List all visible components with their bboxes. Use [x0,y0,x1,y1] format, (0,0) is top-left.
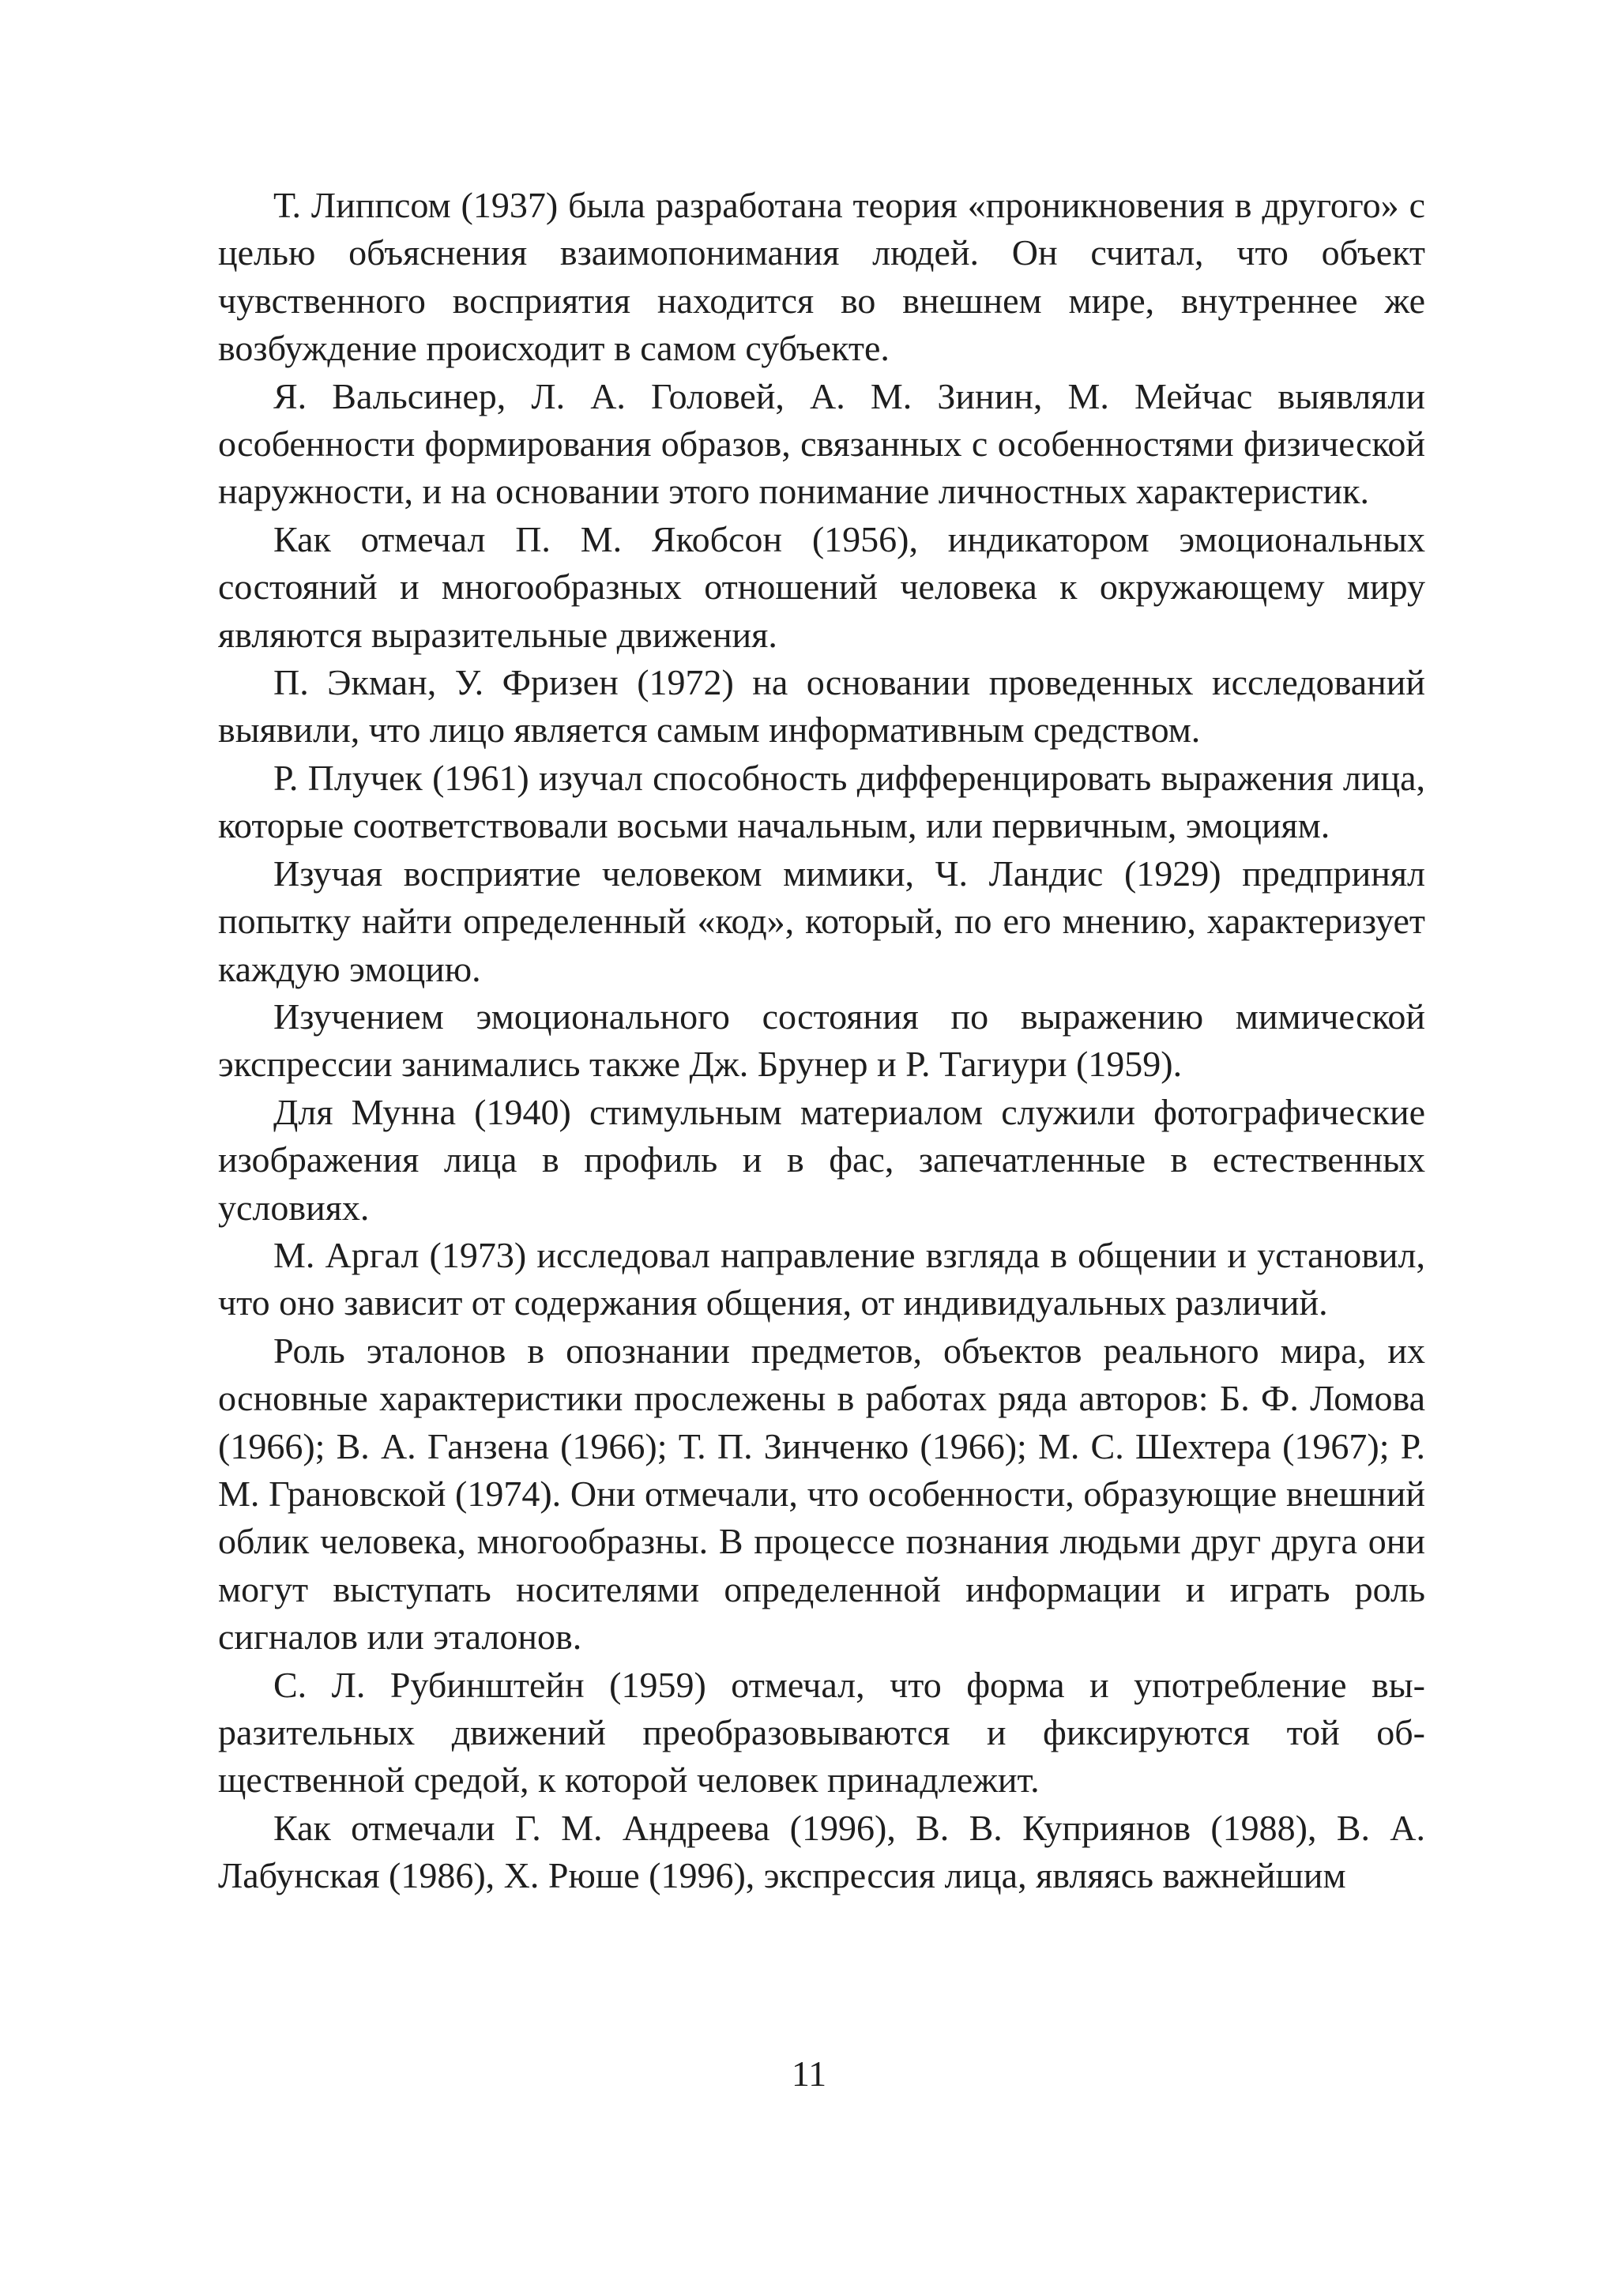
paragraph-lipps: Т. Липпсом (1937) была разработана теория «проникновения в другого» с целью объяснения взаимопонимания людей. Он считал, что объект чувственного восприятия находится во внешнем мире, внутреннее же возбуждение происходит в самом субъекте. [218,185,1425,369]
paragraph-rubinstein: С. Л. Рубинштейн (1959) отмечал, что форма и употребление выразительных движений преобразовываются и фиксируются той общественной средой, к которой человек принадлежит. [218,1664,1425,1801]
paragraph-valsiner: Я. Вальсинер, Л. А. Головей, А. М. Зинин, М. Мейчас выявляли особенности формирования образов, связанных с особенностями физической наружности, и на основании этого понимание личностных характеристик. [218,375,1425,512]
paragraph-yakobson: Как отмечал П. М. Якобсон (1956), индикатором эмоциональных состояний и многообразных отношений человека к окружающему миру являются выразительные движения. [218,518,1425,655]
paragraph-munn: Для Мунна (1940) стимульным материалом служили фотографические изображения лица в профиль и в фас, запечатленные в естественных условиях. [218,1091,1425,1228]
paragraph-argal: М. Аргал (1973) исследовал направление взгляда в общении и установил, что оно зависит от содержания общения, от индивидуальных различий. [218,1234,1425,1323]
paragraph-landis: Изучая восприятие человеком мимики, Ч. Ландис (1929) предпринял попытку найти определенный «код», который, по его мнению, характеризует каждую эмоцию. [218,853,1425,989]
paragraph-andreeva: Как отмечали Г. М. Андреева (1996), В. В. Куприянов (1988), В. А. Лабунская (1986), Х. Рюше (1996), экспрессия лица, являясь важнейшим [218,1807,1425,1896]
paragraph-ekman: П. Экман, У. Фризен (1972) на основании проведенных исследований выявили, что лицо является самым информативным средством. [218,662,1425,751]
paragraph-etalons: Роль эталонов в опознании предметов, объектов реального мира, их основные характеристики прослежены в работах ряда авторов: Б. Ф. Ломова (1966); В. А. Ганзена (1966); Т. П. Зинченко (1966); М. С. Шехтера (1967); Р. М. Грановской (1974). Они отмечали, что особенности, образующие внешний облик человека, многообразны. В процессе познания людьми друг друга они могут выступать носителями определенной информации и играть роль сигналов или эталонов. [218,1330,1425,1658]
paragraph-pluchek: Р. Плучек (1961) изучал способность дифференцировать выражения лица, которые соответствовали восьми начальным, или первичным, эмоциям. [218,757,1425,846]
page-body [218,182,1425,1900]
page-number: 11 [791,2053,827,2094]
paragraph-bruner: Изучением эмоционального состояния по выражению мимической экспрессии занимались также Дж. Брунер и Р. Тагиури (1959). [218,996,1425,1085]
